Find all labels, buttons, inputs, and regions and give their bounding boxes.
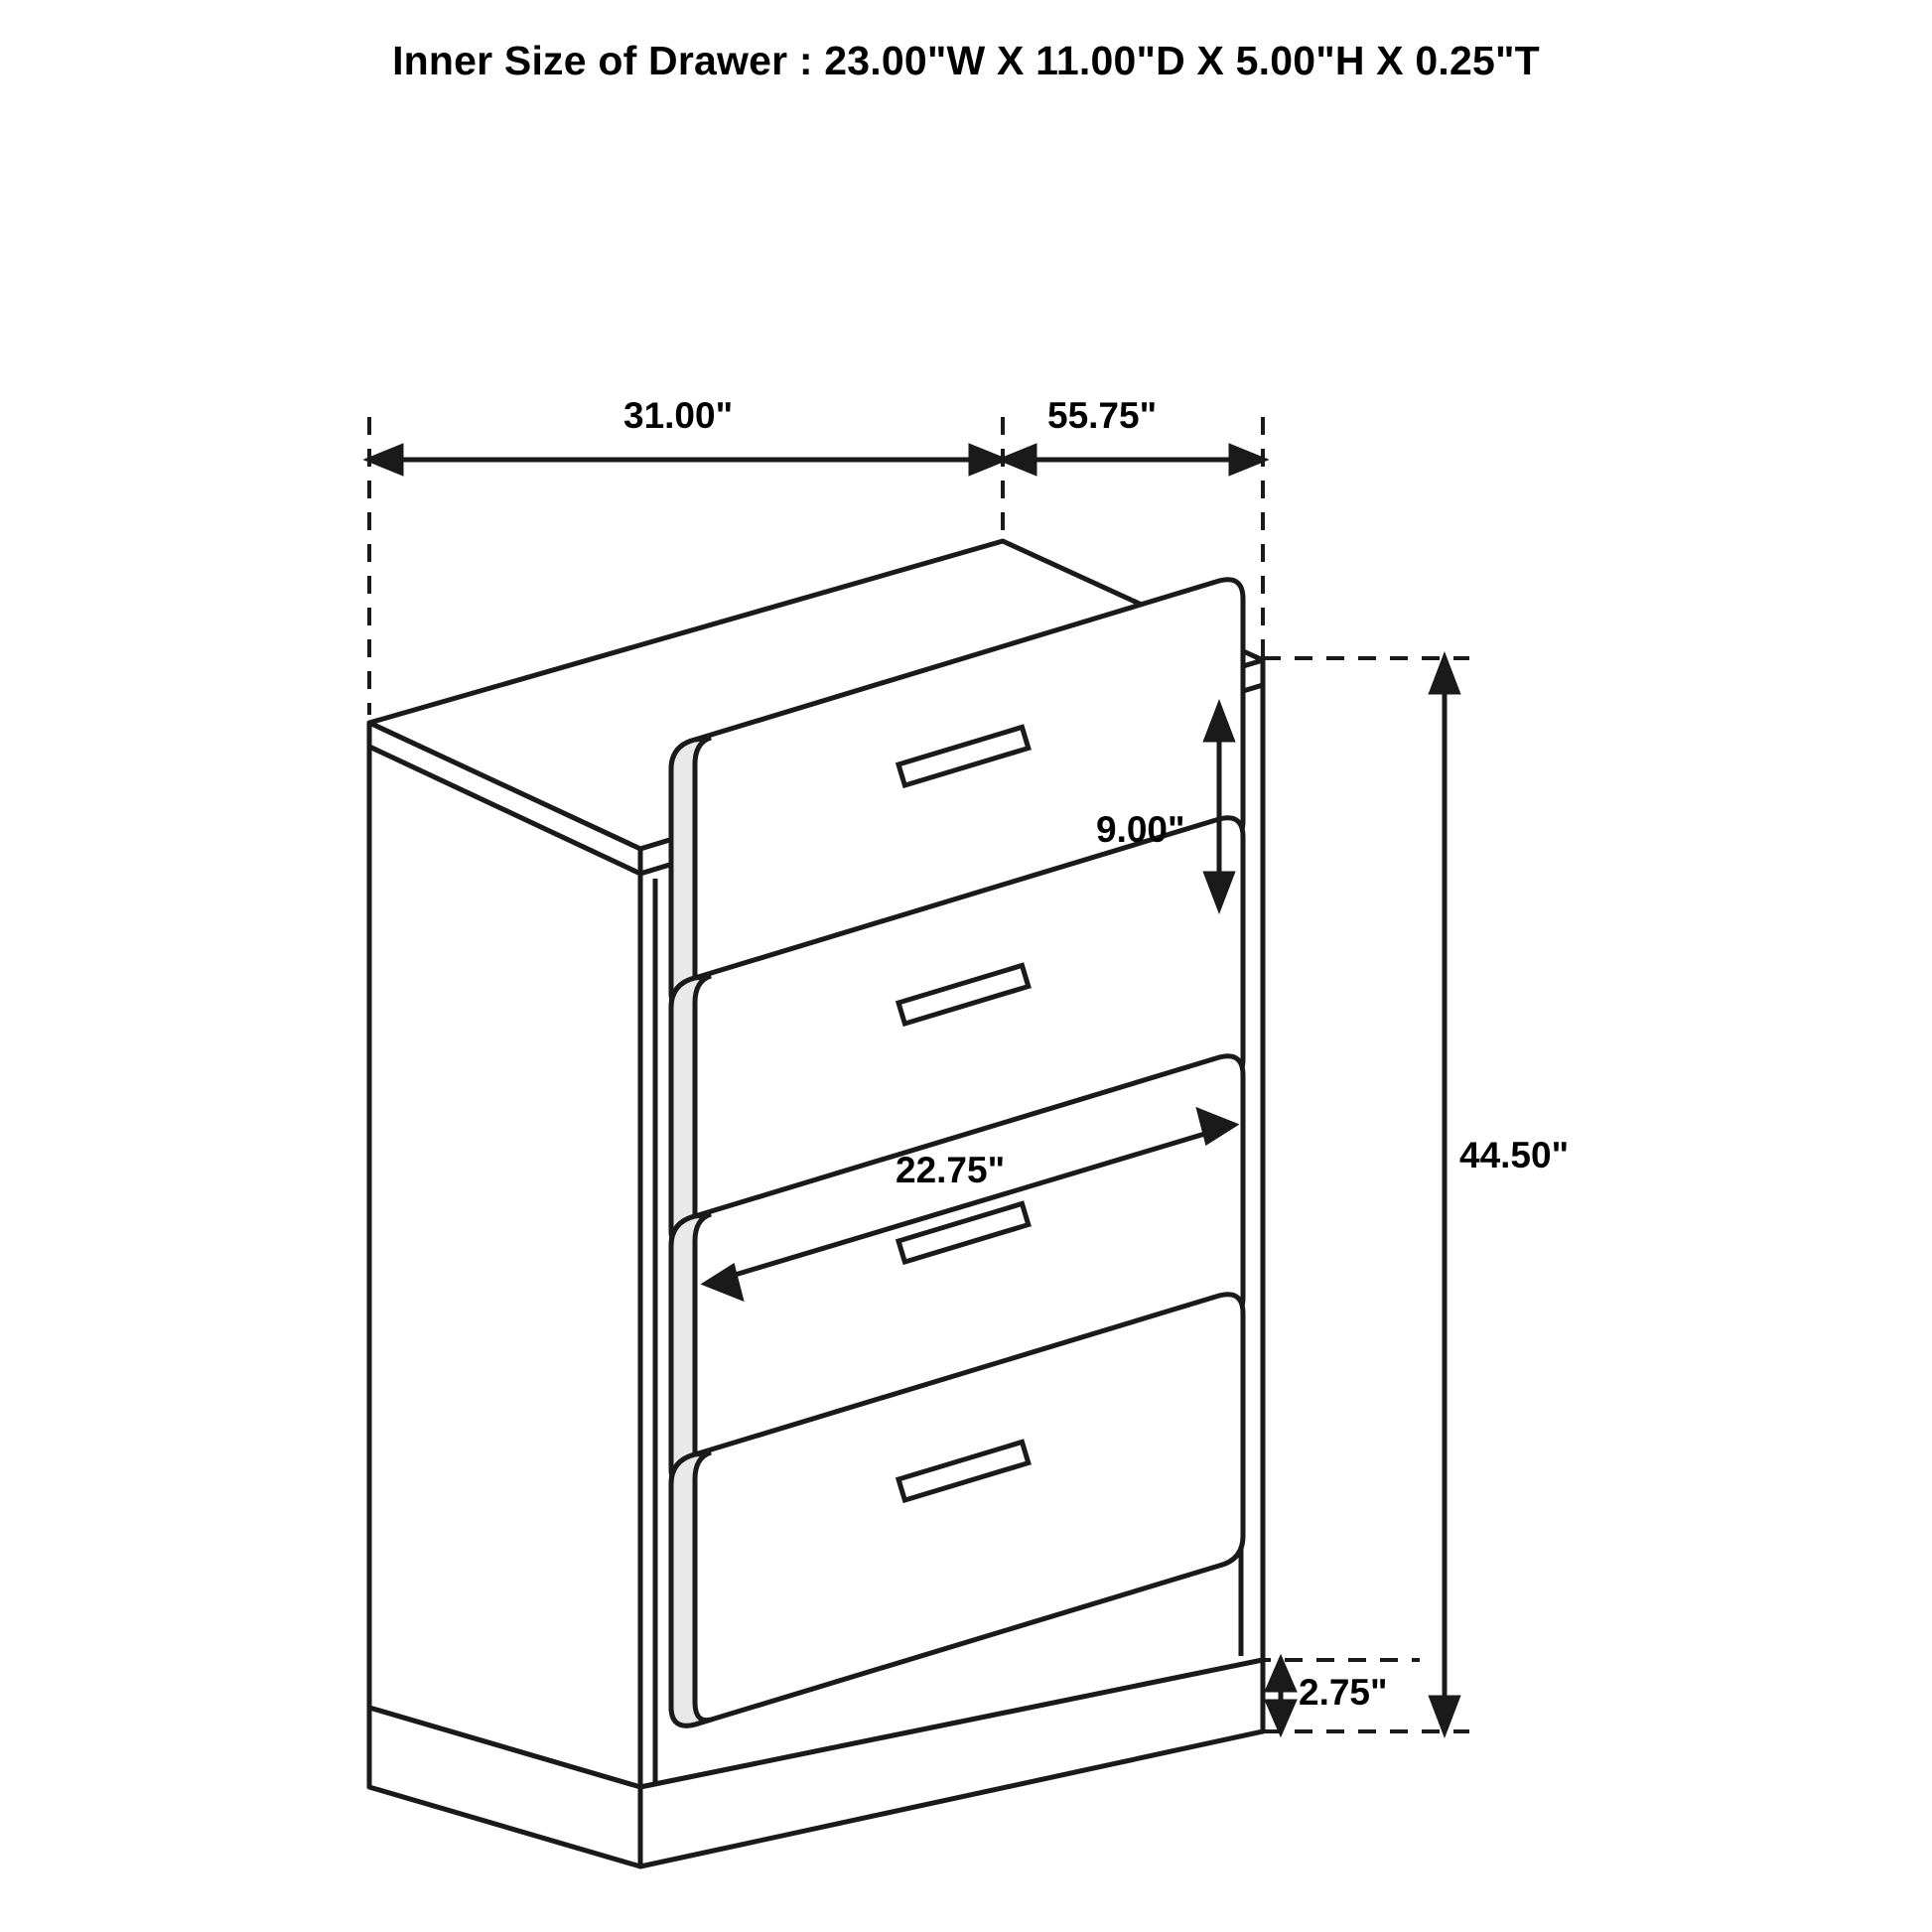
dim-total-height [1432, 658, 1457, 1731]
dim-plinth-height [1268, 1660, 1294, 1731]
dim-label-depth: 55.75" [1047, 395, 1158, 436]
dim-label-total-height: 44.50" [1459, 1135, 1570, 1175]
dim-label-plinth-height: 2.75" [1299, 1672, 1388, 1713]
dim-label-drawer-width: 22.75" [896, 1150, 1006, 1190]
page-title: Inner Size of Drawer : 23.00"W X 11.00"D X 5.00"H X 0.25"T [392, 38, 1540, 83]
dim-label-drawer-height: 9.00" [1096, 809, 1185, 850]
dim-top-row [369, 447, 1263, 473]
dim-label-width: 31.00" [623, 395, 734, 436]
cabinet-left-side [369, 747, 640, 1787]
